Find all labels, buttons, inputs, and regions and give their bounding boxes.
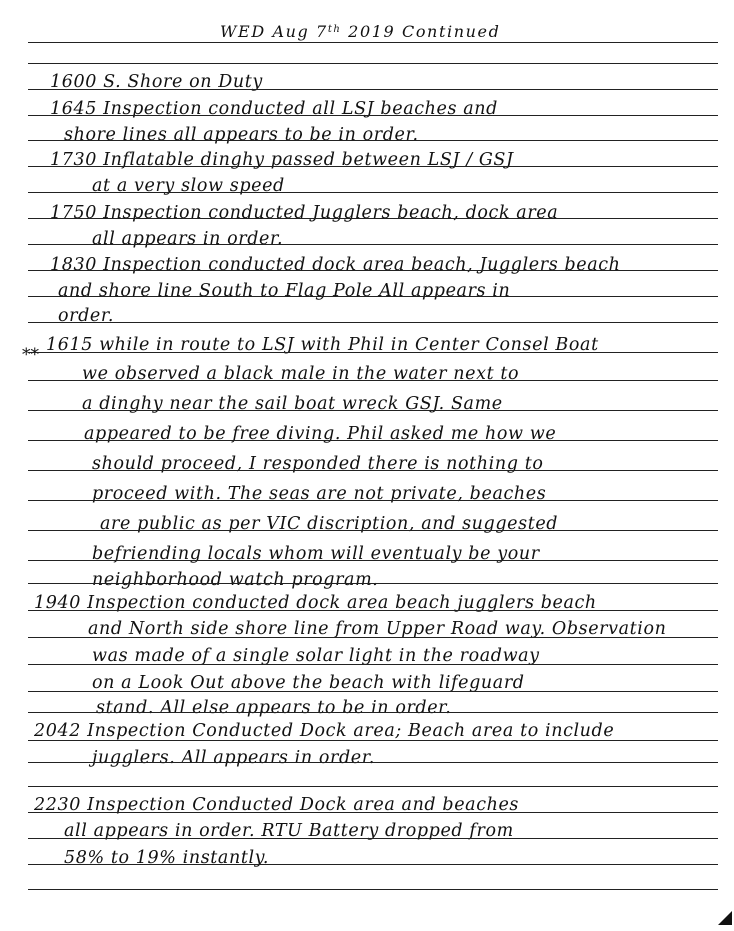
ruled-line xyxy=(28,664,718,665)
log-line: 58% to 19% instantly. xyxy=(64,848,269,868)
ruled-line xyxy=(28,270,718,271)
ruled-line xyxy=(28,889,718,890)
title-continued: 2019 Continued xyxy=(341,22,501,41)
log-line: 1940 Inspection conducted dock area beach jugglers beach xyxy=(34,593,597,613)
page-corner-mark xyxy=(718,911,732,925)
ruled-line xyxy=(28,740,718,741)
log-line: proceed with. The seas are not private, beaches xyxy=(92,484,547,504)
log-line: all appears in order. xyxy=(92,229,284,249)
log-line: appeared to be free diving. Phil asked me how we xyxy=(84,424,557,444)
log-line: all appears in order. RTU Battery dropped from xyxy=(64,821,514,841)
ruled-line xyxy=(28,140,718,141)
ruled-line xyxy=(28,89,718,90)
ruled-line xyxy=(28,864,718,865)
ruled-line xyxy=(28,786,718,787)
log-line: 1600 S. Shore on Duty xyxy=(50,72,263,92)
log-line: on a Look Out above the beach with lifeguard xyxy=(92,673,525,693)
log-line: a dinghy near the sail boat wreck GSJ. Same xyxy=(82,394,503,414)
log-line: was made of a single solar light in the roadway xyxy=(92,646,540,666)
ruled-line xyxy=(28,691,718,692)
ruled-line xyxy=(28,63,718,64)
log-line: 1750 Inspection conducted Jugglers beach, dock area xyxy=(50,203,559,223)
title-superscript: th xyxy=(327,24,342,35)
ruled-line xyxy=(28,838,718,839)
ruled-line xyxy=(28,470,718,471)
ruled-line xyxy=(28,244,718,245)
page-title xyxy=(220,24,500,40)
log-line: 1645 Inspection conducted all LSJ beaches and xyxy=(50,99,498,119)
ruled-line xyxy=(28,192,718,193)
ruled-line xyxy=(28,500,718,501)
ruled-line xyxy=(28,380,718,381)
log-line: 2042 Inspection Conducted Dock area; Beach area to include xyxy=(34,721,615,741)
ruled-line xyxy=(28,812,718,813)
ruled-line xyxy=(28,762,718,763)
log-line: befriending locals whom will eventualy be your xyxy=(92,544,540,564)
log-line: neighborhood watch program. xyxy=(92,570,379,590)
log-line: 2230 Inspection Conducted Dock area and beaches xyxy=(34,795,520,815)
ruled-line xyxy=(28,42,718,43)
log-line: order. xyxy=(58,306,115,326)
ruled-line xyxy=(28,530,718,531)
ruled-line xyxy=(28,440,718,441)
log-line: should proceed, I responded there is nothing to xyxy=(92,454,544,474)
log-line: at a very slow speed xyxy=(92,176,285,196)
ruled-line xyxy=(28,610,718,611)
ruled-line xyxy=(28,637,718,638)
ruled-line xyxy=(28,296,718,297)
margin-asterisk-mark: ** xyxy=(22,345,39,365)
log-line: stand. All else appears to be in order. xyxy=(96,698,452,718)
log-line: jugglers. All appears in order. xyxy=(92,748,375,768)
log-line: are public as per VIC discription, and suggested xyxy=(100,514,559,534)
log-line: 1615 while in route to LSJ with Phil in Center Consel Boat xyxy=(46,335,599,355)
title-date: WED Aug 7 xyxy=(220,22,328,41)
log-line: 1830 Inspection conducted dock area beach, Jugglers beach xyxy=(50,255,621,275)
ruled-line xyxy=(28,166,718,167)
log-line: shore lines all appears to be in order. xyxy=(64,125,419,145)
ruled-line xyxy=(28,115,718,116)
ruled-line xyxy=(28,712,718,713)
ruled-line xyxy=(28,583,718,584)
log-line: and shore line South to Flag Pole All appears in xyxy=(58,281,511,301)
ruled-line xyxy=(28,560,718,561)
ruled-line xyxy=(28,352,718,353)
ruled-line xyxy=(28,410,718,411)
log-line: and North side shore line from Upper Road way. Observation xyxy=(88,619,667,639)
log-line: we observed a black male in the water next to xyxy=(82,364,520,384)
ruled-line xyxy=(28,322,718,323)
ruled-line xyxy=(28,218,718,219)
log-line: 1730 Inflatable dinghy passed between LSJ / GSJ xyxy=(50,150,514,170)
